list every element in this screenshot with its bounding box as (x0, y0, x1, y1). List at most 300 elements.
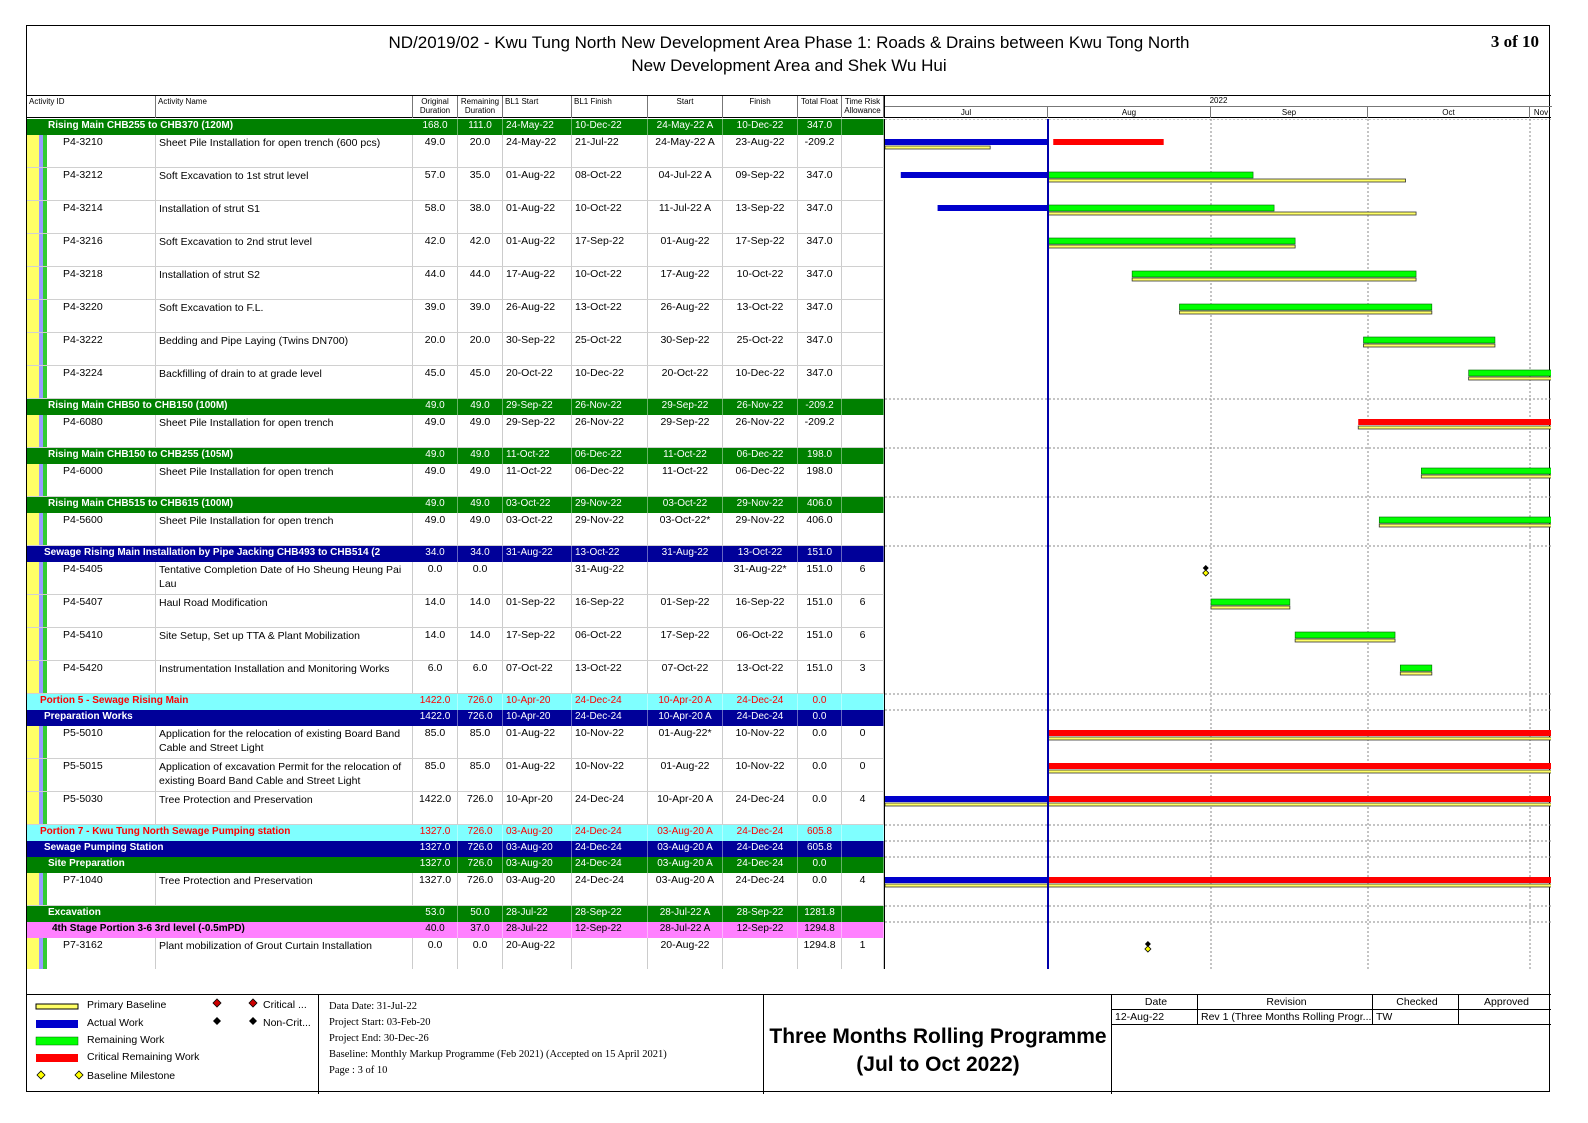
actual-work-bar[interactable] (885, 877, 1048, 883)
baseline-bar[interactable] (1048, 179, 1406, 182)
cell-rd: 726.0 (458, 841, 503, 857)
rev-date: 12-Aug-22 (1112, 1010, 1198, 1025)
remaining-work-bar[interactable] (1048, 205, 1274, 211)
cell-f: 29-Nov-22 (723, 513, 798, 545)
table-row[interactable] (27, 562, 884, 595)
critical-work-bar[interactable] (1358, 419, 1551, 425)
cell-bf: 24-Dec-24 (572, 710, 648, 726)
cell-bs: 17-Aug-22 (503, 267, 572, 299)
cell-bs (503, 562, 572, 594)
cell-tf: 151.0 (798, 628, 842, 660)
cell-bs: 24-May-22 (503, 135, 572, 167)
wbs-band-row[interactable] (27, 922, 884, 938)
project-info (319, 995, 764, 1094)
table-row[interactable] (27, 759, 884, 792)
cell-tf: 0.0 (798, 873, 842, 905)
cell-bs: 03-Aug-20 (503, 825, 572, 841)
critical-work-bar[interactable] (1048, 763, 1551, 769)
cell-bs: 01-Aug-22 (503, 168, 572, 200)
cell-s: 20-Aug-22 (648, 938, 723, 969)
wbs-band-row[interactable] (27, 694, 884, 710)
legend-remaining-work: Remaining Work (87, 1034, 165, 1046)
month-jul: Jul (885, 107, 1048, 118)
cell-bf: 29-Nov-22 (572, 513, 648, 545)
wbs-band-row[interactable] (27, 906, 884, 922)
col-start[interactable]: Start (648, 96, 723, 118)
cell-bf: 06-Dec-22 (572, 464, 648, 496)
remaining-work-bar[interactable] (1048, 238, 1295, 244)
cell-s: 28-Jul-22 A (648, 922, 723, 938)
table-row[interactable] (27, 333, 884, 366)
cell-tra: 6 (842, 628, 884, 660)
cell-od: 85.0 (413, 726, 458, 758)
cell-s: 10-Apr-20 A (648, 792, 723, 824)
remaining-work-bar[interactable] (1469, 370, 1551, 376)
cell-name: Haul Road Modification (156, 595, 413, 627)
cell-bs: 20-Aug-22 (503, 938, 572, 969)
cell-bs: 29-Sep-22 (503, 399, 572, 415)
cell-id: P4-3212 (47, 168, 156, 200)
baseline-bar[interactable] (885, 146, 990, 149)
cell-tra (842, 513, 884, 545)
cell-s: 01-Aug-22* (648, 726, 723, 758)
info-page: Page : 3 of 10 (329, 1065, 388, 1076)
cell-bs: 28-Jul-22 (503, 922, 572, 938)
baseline-bar[interactable] (1469, 377, 1551, 380)
col-bl1-finish[interactable]: BL1 Finish (572, 96, 648, 118)
activity-table (27, 119, 884, 969)
cell-s: 24-May-22 A (648, 119, 723, 135)
table-row[interactable] (27, 464, 884, 497)
cell-tra (842, 366, 884, 398)
table-row[interactable] (27, 513, 884, 546)
cell-bf: 10-Dec-22 (572, 119, 648, 135)
table-row[interactable] (27, 267, 884, 300)
wbs-band-row[interactable] (27, 119, 884, 135)
col-remaining-duration[interactable]: Remaining Duration (458, 96, 503, 118)
baseline-bar[interactable] (1363, 344, 1494, 347)
rev-approved (1459, 1010, 1551, 1025)
col-original-duration[interactable]: Original Duration (413, 96, 458, 118)
baseline-bar[interactable] (885, 884, 1551, 887)
cell-od: 6.0 (413, 661, 458, 693)
remaining-work-bar[interactable] (1211, 599, 1290, 605)
cell-f: 12-Sep-22 (723, 922, 798, 938)
cell-od: 1327.0 (413, 873, 458, 905)
cell-bf: 10-Nov-22 (572, 726, 648, 758)
cell-f: 10-Nov-22 (723, 759, 798, 791)
table-row[interactable] (27, 661, 884, 694)
cell-rd: 49.0 (458, 464, 503, 496)
cell-f: 13-Oct-22 (723, 546, 798, 562)
cell-tf: 0.0 (798, 710, 842, 726)
actual-work-bar[interactable] (885, 139, 1048, 145)
cell-od: 1422.0 (413, 792, 458, 824)
cell-s: 11-Jul-22 A (648, 201, 723, 233)
cell-f: 24-Dec-24 (723, 857, 798, 873)
cell-od: 0.0 (413, 562, 458, 594)
table-row[interactable] (27, 938, 884, 969)
cell-tf: 198.0 (798, 464, 842, 496)
wbs-band-name: Rising Main CHB255 to CHB370 (120M) (48, 120, 234, 131)
cell-tf: -209.2 (798, 399, 842, 415)
cell-bs: 24-May-22 (503, 119, 572, 135)
critical-work-bar[interactable] (1048, 796, 1551, 802)
cell-bf: 29-Nov-22 (572, 497, 648, 513)
cell-od: 1422.0 (413, 710, 458, 726)
cell-id: P7-1040 (47, 873, 156, 905)
cell-f: 24-Dec-24 (723, 710, 798, 726)
cell-tf: 151.0 (798, 546, 842, 562)
cell-f: 17-Sep-22 (723, 234, 798, 266)
cell-tra (842, 201, 884, 233)
cell-bf: 24-Dec-24 (572, 857, 648, 873)
cell-name: Installation of strut S2 (156, 267, 413, 299)
table-row[interactable] (27, 366, 884, 399)
table-row[interactable] (27, 415, 884, 448)
cell-s: 17-Aug-22 (648, 267, 723, 299)
cell-s: 03-Aug-20 A (648, 873, 723, 905)
cell-od: 40.0 (413, 922, 458, 938)
critical-work-bar[interactable] (1048, 730, 1551, 736)
cell-tra (842, 135, 884, 167)
wbs-band-name: Excavation (48, 907, 101, 918)
gantt-chart (884, 119, 1551, 969)
cell-name: Instrumentation Installation and Monitoring Works (156, 661, 413, 693)
table-row[interactable] (27, 135, 884, 168)
cell-bf: 10-Nov-22 (572, 759, 648, 791)
col-activity-id[interactable]: Activity ID (27, 96, 156, 118)
col-total-float[interactable]: Total Float (798, 96, 842, 118)
baseline-bar[interactable] (1358, 426, 1551, 429)
table-row[interactable] (27, 201, 884, 234)
bar-legend (27, 995, 319, 1094)
cell-rd: 14.0 (458, 628, 503, 660)
cell-id: P4-6000 (47, 464, 156, 496)
title-line-1: ND/2019/02 - Kwu Tung North New Development Area Phase 1: Roads & Drains between Kwu Tong North (388, 33, 1190, 52)
cell-f: 06-Oct-22 (723, 628, 798, 660)
cell-name: Sheet Pile Installation for open trench (156, 464, 413, 496)
cell-f: 24-Dec-24 (723, 694, 798, 710)
cell-bs: 20-Oct-22 (503, 366, 572, 398)
table-row[interactable] (27, 234, 884, 267)
table-row[interactable] (27, 726, 884, 759)
wbs-band-row[interactable] (27, 857, 884, 873)
cell-tra: 4 (842, 792, 884, 824)
cell-bs: 17-Sep-22 (503, 628, 572, 660)
info-baseline: Baseline: Monthly Markup Programme (Feb 2021) (Accepted on 15 April 2021) (329, 1049, 667, 1060)
cell-name: Application of excavation Permit for the relocation of existing Board Band Cable and Street Light (156, 759, 413, 791)
cell-tf: 406.0 (798, 497, 842, 513)
cell-bs: 28-Jul-22 (503, 906, 572, 922)
cell-id: P4-5405 (47, 562, 156, 594)
cell-od: 49.0 (413, 399, 458, 415)
cell-rd: 49.0 (458, 513, 503, 545)
cell-bf: 16-Sep-22 (572, 595, 648, 627)
cell-tra (842, 333, 884, 365)
wbs-band-row[interactable] (27, 546, 884, 562)
baseline-bar[interactable] (1048, 737, 1551, 740)
cell-bs: 07-Oct-22 (503, 661, 572, 693)
cell-s: 03-Aug-20 A (648, 825, 723, 841)
cell-od: 14.0 (413, 595, 458, 627)
cell-bs: 29-Sep-22 (503, 415, 572, 447)
baseline-bar[interactable] (1132, 278, 1416, 281)
cell-f: 24-Dec-24 (723, 792, 798, 824)
cell-bf: 10-Oct-22 (572, 201, 648, 233)
baseline-milestone-marker[interactable] (1145, 946, 1151, 952)
cell-tra (842, 922, 884, 938)
cell-bf: 26-Nov-22 (572, 415, 648, 447)
wbs-band-name: Sewage Pumping Station (44, 842, 164, 853)
cell-f: 10-Nov-22 (723, 726, 798, 758)
cell-tf: 151.0 (798, 562, 842, 594)
cell-tf: 0.0 (798, 857, 842, 873)
critical-work-bar[interactable] (1053, 139, 1163, 145)
cell-tf: 1294.8 (798, 938, 842, 969)
cell-tra: 3 (842, 661, 884, 693)
revision-table (1112, 995, 1551, 1094)
actual-work-bar[interactable] (901, 172, 1048, 178)
baseline-bar[interactable] (1211, 606, 1290, 609)
cell-tra (842, 497, 884, 513)
cell-tf: 605.8 (798, 825, 842, 841)
cell-rd: 42.0 (458, 234, 503, 266)
cell-bf: 25-Oct-22 (572, 333, 648, 365)
cell-rd: 34.0 (458, 546, 503, 562)
band-spacer (885, 546, 1551, 562)
cell-s: 26-Aug-22 (648, 300, 723, 332)
wbs-band-name: Preparation Works (44, 711, 133, 722)
wbs-band-row[interactable] (27, 497, 884, 513)
cell-name: Soft Excavation to F.L. (156, 300, 413, 332)
cell-tf: 198.0 (798, 448, 842, 464)
cell-s: 03-Oct-22 (648, 497, 723, 513)
wbs-band-name: Site Preparation (48, 858, 125, 869)
cell-od: 57.0 (413, 168, 458, 200)
cell-f: 26-Nov-22 (723, 399, 798, 415)
cell-name: Backfilling of drain to at grade level (156, 366, 413, 398)
cell-bs: 01-Sep-22 (503, 595, 572, 627)
cell-tf: 406.0 (798, 513, 842, 545)
band-spacer (885, 399, 1551, 415)
baseline-bar[interactable] (1048, 212, 1416, 215)
cell-bf: 17-Sep-22 (572, 234, 648, 266)
cell-id: P4-3216 (47, 234, 156, 266)
legend-block (27, 994, 1551, 1093)
programme-line-2: (Jul to Oct 2022) (856, 1053, 1020, 1076)
wbs-band-row[interactable] (27, 448, 884, 464)
cell-id: P4-3224 (47, 366, 156, 398)
cell-od: 49.0 (413, 464, 458, 496)
cell-name: Soft Excavation to 2nd strut level (156, 234, 413, 266)
cell-bf: 24-Dec-24 (572, 841, 648, 857)
cell-bf: 28-Sep-22 (572, 906, 648, 922)
cell-tf: 151.0 (798, 661, 842, 693)
band-spacer (885, 922, 1551, 938)
cell-bs: 31-Aug-22 (503, 546, 572, 562)
remaining-work-bar[interactable] (1048, 172, 1253, 178)
legend-actual-work: Actual Work (87, 1017, 144, 1029)
cell-bf: 21-Jul-22 (572, 135, 648, 167)
remaining-work-bar[interactable] (1363, 337, 1494, 343)
remaining-work-bar[interactable] (1179, 304, 1431, 310)
remaining-work-bar[interactable] (1379, 517, 1551, 523)
cell-bf: 24-Dec-24 (572, 825, 648, 841)
baseline-bar[interactable] (1379, 524, 1551, 527)
cell-bs: 03-Aug-20 (503, 873, 572, 905)
cell-f: 13-Oct-22 (723, 661, 798, 693)
cell-name: Plant mobilization of Grout Curtain Installation (156, 938, 413, 969)
cell-od: 39.0 (413, 300, 458, 332)
cell-bf: 06-Dec-22 (572, 448, 648, 464)
table-row[interactable] (27, 595, 884, 628)
actual-work-bar[interactable] (938, 205, 1048, 211)
cell-tra (842, 448, 884, 464)
cell-bf: 26-Nov-22 (572, 399, 648, 415)
cell-tra (842, 694, 884, 710)
band-spacer (885, 825, 1551, 841)
cell-bs: 03-Oct-22 (503, 497, 572, 513)
band-spacer (885, 857, 1551, 873)
wbs-band-row[interactable] (27, 825, 884, 841)
remaining-work-bar[interactable] (1295, 632, 1395, 638)
cell-rd: 20.0 (458, 333, 503, 365)
band-spacer (885, 448, 1551, 464)
band-spacer (885, 497, 1551, 513)
wbs-band-row[interactable] (27, 841, 884, 857)
cell-od: 49.0 (413, 135, 458, 167)
cell-rd: 49.0 (458, 497, 503, 513)
wbs-band-name: Sewage Rising Main Installation by Pipe Jacking CHB493 to CHB514 (2 (44, 547, 381, 558)
cell-name: Application for the relocation of existing Board Band Cable and Street Light (156, 726, 413, 758)
cell-tra (842, 399, 884, 415)
cell-name: Tree Protection and Preservation (156, 792, 413, 824)
cell-rd: 726.0 (458, 873, 503, 905)
cell-bs: 11-Oct-22 (503, 448, 572, 464)
wbs-band-row[interactable] (27, 399, 884, 415)
cell-id: P4-5600 (47, 513, 156, 545)
cell-id: P4-5420 (47, 661, 156, 693)
baseline-bar[interactable] (1048, 245, 1295, 248)
rev-header-checked: Checked (1373, 995, 1459, 1010)
cell-rd: 726.0 (458, 825, 503, 841)
wbs-band-name: Portion 5 - Sewage Rising Main (40, 695, 189, 706)
cell-od: 44.0 (413, 267, 458, 299)
cell-f: 09-Sep-22 (723, 168, 798, 200)
remaining-work-bar[interactable] (1132, 271, 1416, 277)
col-activity-name[interactable]: Activity Name (156, 96, 413, 118)
cell-id: P4-3210 (47, 135, 156, 167)
gantt-timescale (884, 96, 1551, 118)
remaining-work-bar[interactable] (1421, 468, 1551, 474)
cell-tf: 0.0 (798, 759, 842, 791)
cell-tf: 347.0 (798, 119, 842, 135)
col-time-risk[interactable]: Time Risk Allowance (842, 96, 884, 118)
cell-id: P7-3162 (47, 938, 156, 969)
legend-critical-milestone: Critical ... (263, 999, 307, 1011)
cell-rd: 50.0 (458, 906, 503, 922)
cell-bf: 10-Dec-22 (572, 366, 648, 398)
cell-id: P4-3220 (47, 300, 156, 332)
baseline-bar[interactable] (885, 803, 1551, 806)
cell-tf: 347.0 (798, 201, 842, 233)
cell-s: 03-Aug-20 A (648, 841, 723, 857)
cell-bs: 01-Aug-22 (503, 726, 572, 758)
cell-name: Tree Protection and Preservation (156, 873, 413, 905)
wbs-band-name: Portion 7 - Kwu Tung North Sewage Pumping station (40, 826, 291, 837)
cell-od: 45.0 (413, 366, 458, 398)
critical-work-bar[interactable] (1048, 877, 1551, 883)
table-row[interactable] (27, 300, 884, 333)
col-bl1-start[interactable]: BL1 Start (503, 96, 572, 118)
cell-bf: 24-Dec-24 (572, 792, 648, 824)
cell-bf: 12-Sep-22 (572, 922, 648, 938)
cell-tra (842, 234, 884, 266)
baseline-bar[interactable] (1295, 639, 1395, 642)
cell-od: 53.0 (413, 906, 458, 922)
baseline-bar[interactable] (1179, 311, 1431, 314)
table-row[interactable] (27, 792, 884, 825)
column-header (27, 96, 884, 118)
cell-s: 28-Jul-22 A (648, 906, 723, 922)
cell-tra (842, 415, 884, 447)
baseline-milestone-marker[interactable] (1203, 570, 1209, 576)
cell-tf: 347.0 (798, 333, 842, 365)
cell-bf: 31-Aug-22 (572, 562, 648, 594)
cell-id: P4-6080 (47, 415, 156, 447)
cell-bf: 24-Dec-24 (572, 873, 648, 905)
cell-s: 31-Aug-22 (648, 546, 723, 562)
table-row[interactable] (27, 168, 884, 201)
legend-primary-baseline: Primary Baseline (87, 999, 167, 1011)
cell-s: 03-Oct-22* (648, 513, 723, 545)
info-project-end: Project End: 30-Dec-26 (329, 1033, 429, 1044)
cell-rd: 726.0 (458, 694, 503, 710)
cell-od: 14.0 (413, 628, 458, 660)
wbs-band-row[interactable] (27, 710, 884, 726)
cell-od: 0.0 (413, 938, 458, 969)
baseline-bar[interactable] (1048, 770, 1551, 773)
cell-od: 1327.0 (413, 857, 458, 873)
cell-tf: 347.0 (798, 168, 842, 200)
cell-f: 06-Dec-22 (723, 448, 798, 464)
cell-od: 58.0 (413, 201, 458, 233)
cell-s: 29-Sep-22 (648, 399, 723, 415)
cell-s: 04-Jul-22 A (648, 168, 723, 200)
cell-tra (842, 168, 884, 200)
cell-s: 17-Sep-22 (648, 628, 723, 660)
cell-od: 49.0 (413, 497, 458, 513)
cell-rd: 38.0 (458, 201, 503, 233)
table-row[interactable] (27, 628, 884, 661)
remaining-work-bar[interactable] (1400, 665, 1432, 671)
cell-tf: 605.8 (798, 841, 842, 857)
cell-bf: 13-Oct-22 (572, 300, 648, 332)
cell-tra: 4 (842, 873, 884, 905)
baseline-bar[interactable] (1400, 672, 1432, 675)
cell-rd: 85.0 (458, 726, 503, 758)
cell-s: 07-Oct-22 (648, 661, 723, 693)
col-finish[interactable]: Finish (723, 96, 798, 118)
cell-bs: 10-Apr-20 (503, 694, 572, 710)
cell-s (648, 562, 723, 594)
table-row[interactable] (27, 873, 884, 906)
actual-work-bar[interactable] (885, 796, 1048, 802)
baseline-bar[interactable] (1421, 475, 1551, 478)
cell-bs: 03-Oct-22 (503, 513, 572, 545)
cell-tra (842, 857, 884, 873)
